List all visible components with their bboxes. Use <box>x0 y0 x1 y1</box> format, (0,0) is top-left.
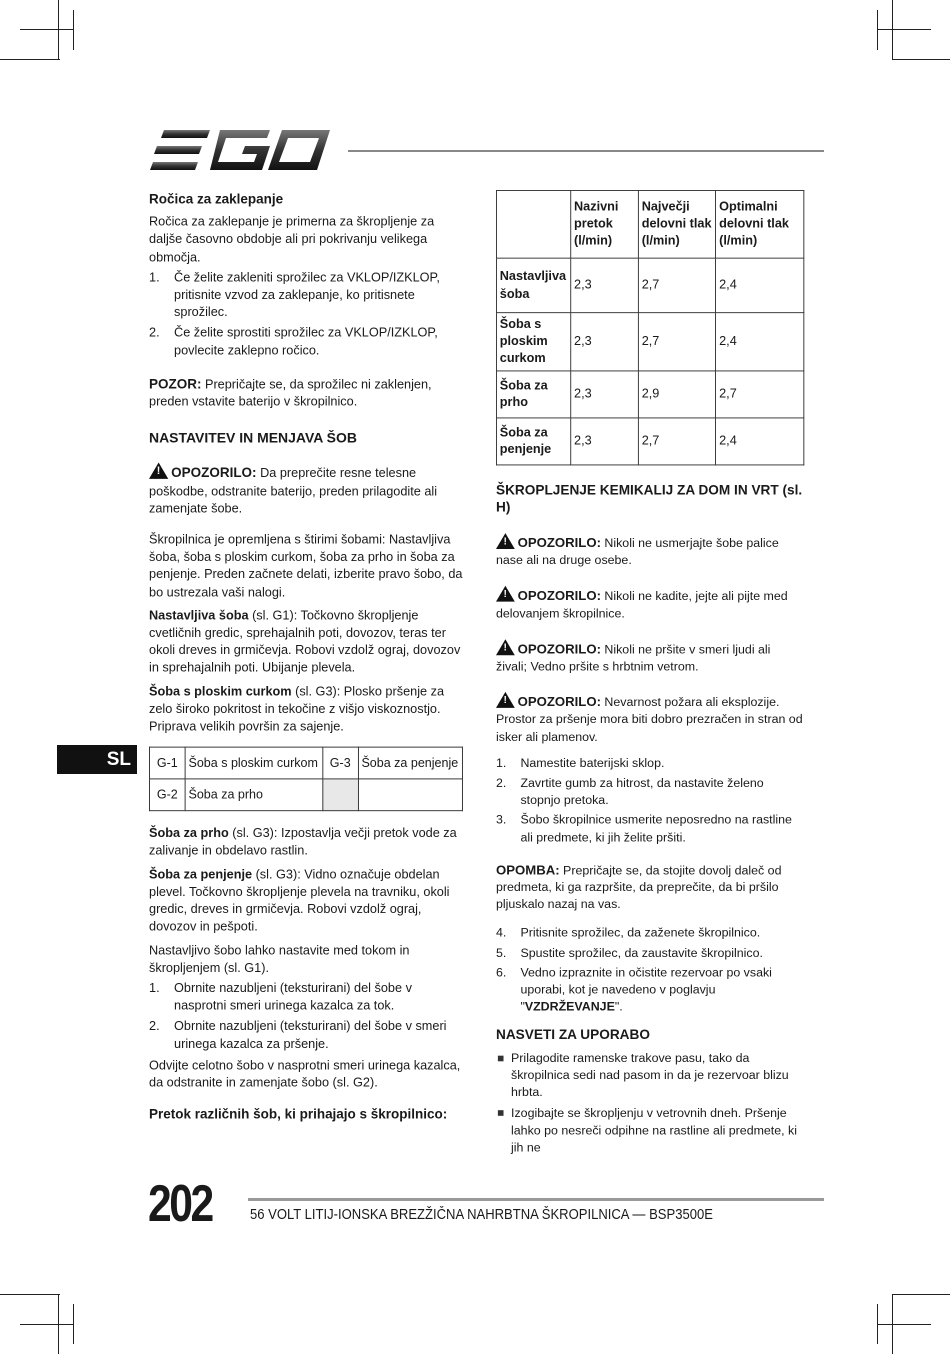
chemicals-heading: ŠKROPLJENJE KEMIKALIJ ZA DOM IN VRT (sl. H) <box>496 482 803 516</box>
right-column <box>496 190 804 1160</box>
tips-heading: NASVETI ZA UPORABO <box>496 1027 650 1043</box>
list-item: Izogibajte se škropljenju v vetrovnih dneh. Pršenje lahko po nesreči odpihne na rastline ali predmete, ki jih ne <box>496 1105 804 1156</box>
table-header-row: Nazivni pretok (l/min) Največji delovni tlak (l/min) Optimalni delovni tlak (l/min) <box>496 190 803 258</box>
nozzle-heading: NASTAVITEV IN MENJAVA ŠOB <box>149 430 357 447</box>
bullet-icon <box>498 1110 504 1116</box>
list-item: 2. Obrnite nazubljeni (teksturirani) del šobe v smeri urinega kazalca za pršenje. <box>149 1018 447 1051</box>
warning-paragraph: !OPOZORILO: Nikoli ne kadite, jejte ali pijte med delovanjem škropilnice. <box>496 586 804 622</box>
warning-icon <box>496 533 515 549</box>
flat-nozzle-paragraph: Šoba s ploskim curkom (sl. G3): Plosko pršenje za zelo široko pokritost in tekočine z višjo viskoznostjo. Priprava velikih površin za sajenje. <box>149 683 445 734</box>
flow-heading: Pretok različnih šob, ki prihajajo s škropilnico: <box>149 1105 448 1122</box>
adjust-steps <box>149 980 465 1053</box>
shower-nozzle-paragraph: Šoba za prho (sl. G3): Izpostavlja večji pretok vode za zalivanje in obdelavo rastlin. <box>149 825 457 858</box>
left-column <box>149 190 465 1128</box>
crop-mark <box>0 1294 60 1295</box>
table-row: Šoba s ploskim curkom 2,3 2,7 2,4 <box>496 313 803 371</box>
lock-steps <box>149 269 465 360</box>
adjustable-nozzle-paragraph: Nastavljiva šoba (sl. G1): Točkovno škropljenje cvetličnih gredic, sprehajalnih poti, dovozov, teras ter okoli dreves in grmičevja. Robovi vzdolž ograj, dovozov in sprehajalnih poti. Ubijanje plevela. <box>149 607 461 675</box>
warning-paragraph: !OPOZORILO: Nikoli ne usmerjajte šobe palice nase ali na druge osebe. <box>496 533 804 569</box>
warning-icon <box>149 463 168 479</box>
warning-icon <box>496 639 515 655</box>
list-item: 6. Vedno izpraznite in očistite rezervoar po vsaki uporabi, kot je navedeno v poglavju "VZDRŽEVANJE". <box>496 965 772 1014</box>
crop-mark <box>20 29 74 30</box>
intro-paragraph: Škropilnica je opremljena s štirimi šobami: Nastavljiva šoba, šoba s ploskim curkom, šoba za prho in šoba za penjenje. Preden začnete delati, izberite pravo šobo, da bo ustrezala vaši nalogi. <box>149 531 463 599</box>
adjust-paragraph: Nastavljivo šobo lahko nastavite med tokom in škropljenjem (sl. G1). <box>149 942 410 975</box>
list-item: 3. Šobo škropilnice usmerite neposredno na rastline ali predmete, ki jih želite pršiti. <box>496 812 792 844</box>
page-number: 202 <box>148 1175 212 1233</box>
table-row: G-2 Šoba za prho <box>149 779 462 811</box>
list-item: 2. Zavrtite gumb za hitrost, da nastavite želeno stopnjo pretoka. <box>496 775 764 807</box>
list-item: 1. Namestite baterijski sklop. <box>496 755 665 770</box>
tips-list <box>496 1050 804 1156</box>
ego-logo <box>150 130 330 172</box>
table-row: G-1 Šoba s ploskim curkom G-3 Šoba za penjenje <box>149 747 462 779</box>
table-row: Šoba za prho 2,3 2,9 2,7 <box>496 371 803 418</box>
list-item: 2. Če želite sprostiti sprožilec za VKLOP/IZKLOP, povlecite zaklepno ročico. <box>149 325 438 358</box>
lock-heading: Ročica za zaklepanje <box>149 190 284 207</box>
crop-mark <box>877 10 878 50</box>
list-item: Prilagodite ramenske trakove pasu, tako da škropilnica sedi nad pasom in da je rezervoar blizu hrbta. <box>496 1050 804 1101</box>
table-row: Nastavljiva šoba 2,3 2,7 2,4 <box>496 258 803 313</box>
unscrew-paragraph: Odvijte celotno šobo v nasprotni smeri urinega kazalca, da odstranite in zamenjate šobo (sl. G2). <box>149 1057 461 1090</box>
usage-steps <box>496 925 804 1016</box>
crop-mark <box>877 1324 931 1325</box>
crop-mark <box>892 1294 950 1295</box>
list-item: 1. Če želite zakleniti sprožilec za VKLOP/IZKLOP, pritisnite vzvod za zaklepanje, ko pritisnete sprožilec. <box>149 269 440 320</box>
crop-mark <box>20 1324 74 1325</box>
warning-icon <box>496 586 515 602</box>
header-rule <box>348 150 824 152</box>
footer-title: 56 VOLT LITIJ-IONSKA BREZŽIČNA NAHRBTNA ŠKROPILNICA — BSP3500E <box>250 1207 713 1223</box>
bullet-icon <box>498 1055 504 1061</box>
crop-mark <box>892 59 950 60</box>
crop-mark <box>892 0 893 60</box>
language-tab: SL <box>57 745 137 774</box>
warning-paragraph: !OPOZORILO: Da preprečite resne telesne poškodbe, odstranite baterijo, preden prilagodite ali zamenjate šobe. <box>149 463 465 518</box>
list-item: 1. Obrnite nazubljeni (teksturirani) del šobe v nasprotni smeri urinega kazalca za tok. <box>149 980 412 1013</box>
crop-mark <box>0 59 60 60</box>
caution-paragraph: POZOR: Prepričajte se, da sprožilec ni zaklenjen, preden vstavite baterijo v škropilnico. <box>149 375 432 409</box>
caution-label: POZOR: <box>149 375 202 392</box>
crop-mark <box>58 0 59 60</box>
lock-paragraph: Ročica za zaklepanje je primerna za škropljenje za daljše časovno obdobje ali pri pokrivanju velikega območja. <box>149 214 435 264</box>
flow-table <box>496 190 804 465</box>
footer-rule <box>248 1198 824 1201</box>
nozzle-figure-table <box>149 747 463 812</box>
usage-steps <box>496 755 804 846</box>
foam-nozzle-paragraph: Šoba za penjenje (sl. G3): Vidno označuje obdelan plevel. Točkovno škropljenje plevela na travniku, okoli gredic, dreves in grmičevja. Robovi vzdolž ograj, dovozov in pešpoti. <box>149 866 450 934</box>
list-item: 4. Pritisnite sprožilec, da zaženete škropilnico. <box>496 925 761 940</box>
list-item: 5. Spustite sprožilec, da zaustavite škropilnico. <box>496 945 763 960</box>
warning-icon <box>496 692 515 708</box>
note-paragraph: OPOMBA: Prepričajte se, da stojite dovolj daleč od predmeta, ki ga razpršite, da preprečite, da bi pršilo pljuskalo nazaj na vas. <box>496 861 782 912</box>
warning-paragraph: !OPOZORILO: Nevarnost požara ali eksplozije. Prostor za pršenje mora biti dobro prezračen in stran od isker ali plamenov. <box>496 692 804 745</box>
warning-paragraph: !OPOZORILO: Nikoli ne pršite v smeri ljudi ali živali; Vedno pršite s hrbtnim vetrom. <box>496 639 804 675</box>
crop-mark <box>877 29 931 30</box>
table-row: Šoba za penjenje 2,3 2,7 2,4 <box>496 418 803 465</box>
crop-mark <box>73 10 74 50</box>
